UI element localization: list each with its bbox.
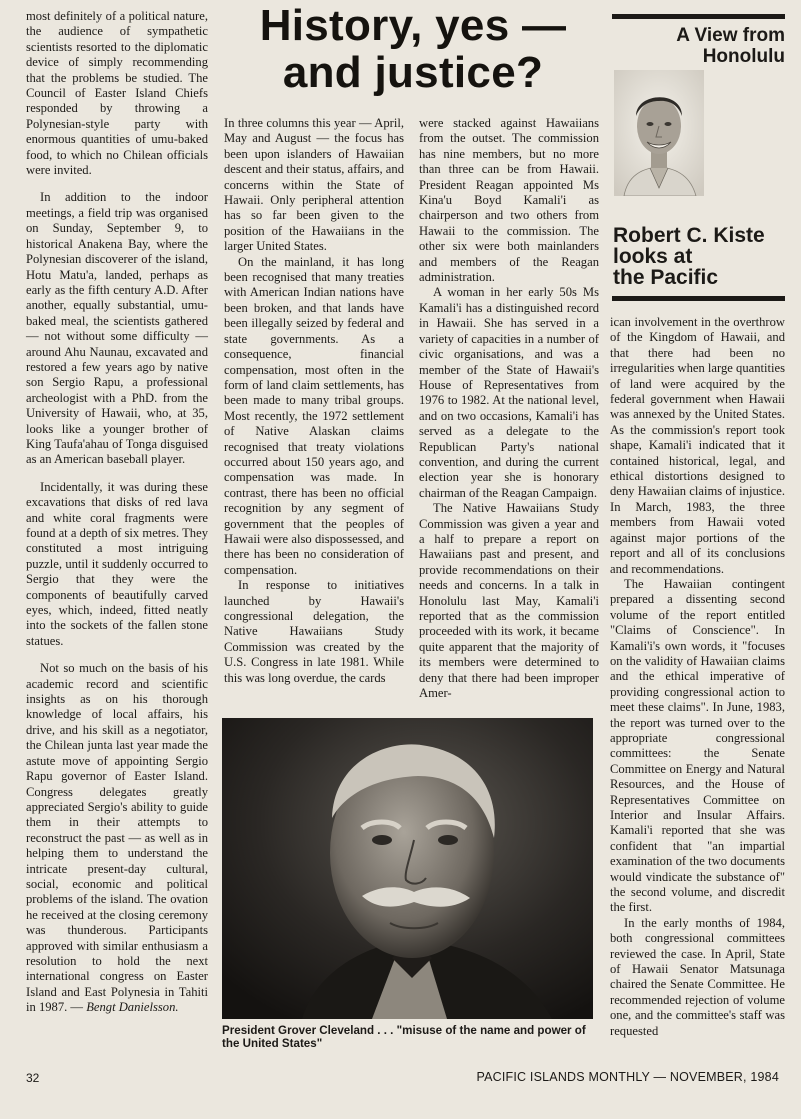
article-column-4 (610, 315, 785, 1039)
author-portrait-photo (614, 70, 704, 196)
caption-quote: "misuse of the name and power of the United States" (222, 1024, 586, 1050)
page-number: 32 (26, 1071, 40, 1085)
paragraph: On the mainland, it has long been recognised that many treaties with American Indian nations have been broken, and that lands have been illegally seized by federal and state governments. As a consequence, financial compensation, most often in the form of land claim settlements, has been made to many tribal groups. Most recently, the 1972 settlement of Native Alaskan claims recognised that treaty violations occurred about 150 years ago, and compensation was made. In contrast, there has been no official recognition by any segment of government that the peoples of Hawaii were also dispossessed, and there has been no consideration of compensation. (224, 254, 404, 577)
byline-line: the Pacific (613, 266, 719, 289)
cleveland-portrait-photo (222, 718, 593, 1019)
byline-line: looks at (613, 245, 693, 268)
column-rule-bottom (612, 296, 785, 301)
paragraph: In the early months of 1984, both congressional committees reviewed the case. In April, State of Hawaii Senator Matsunaga chaired the Senate Committee. He recommended rejection of volume one, and the committee's staff was requested (610, 915, 785, 1038)
paragraph: ican involvement in the overthrow of the Kingdom of Hawaii, and that there had been no irregularities when large quantities of land were acquired by the federal government when Hawaii was annexed by the United States. As the commission's report took shape, Kamali'i indicated that it contained historical, legal, and ethical distortions designed to deny Hawaiian claims of injustice. In March, 1983, the three members from Hawaii voted against major portions of the report and all of its conclusions and recommendations. (610, 315, 785, 576)
article-column-3 (419, 116, 599, 701)
headline-line: and justice? (282, 48, 544, 97)
paragraph: Incidentally, it was during these excavations that disks of red lava and white coral fragments were found at a depth of six metres. They constituted a most intriguing puzzle, until it suddenly occurred to Sergio that they were the components of beautifully carved eyes, which, indeed, fitted neatly into the sockets of the fallen stone statues. (26, 479, 208, 648)
paragraph: The Native Hawaiians Study Commission was given a year and a half to prepare a report on Hawaiians past and present, and provide recommendations on their needs and concerns. In a talk in Honolulu last May, Kamali'i reported that as the commission proceeded with its work, it became quite apparent that the majority of its members were determined to deny that there had been improper Amer- (419, 501, 599, 701)
paragraph: were stacked against Hawaiians from the outset. The commission has nine members, but no more than three can be from Hawaii. President Reagan appointed Ms Kina'u Boyd Kamali'i as chairperson and two others from Hawaii to the commission. The other six were both mainlanders and members of the Reagan administration. (419, 116, 599, 285)
kicker-line: A View from (676, 25, 785, 46)
article-headline (222, 2, 604, 96)
caption-lead: President Grover Cleveland . . . (222, 1024, 394, 1037)
paragraph: A woman in her early 50s Ms Kamali'i has a distinguished record in Hawaii. She has served in a variety of capacities in a number of civic organisations, and was a member of the State of Hawaii's House of Representatives from 1976 to 1982. At the national level, and on two occasions, Kamali'i has served as a delegate to the Republican Party's national convention, and during the current election year she is honorary chairman of the Reagan Campaign. (419, 285, 599, 500)
author-signature: Bengt Danielsson. (86, 1000, 179, 1015)
paragraph: The Hawaiian contingent prepared a dissenting second volume of the report entitled "Claims of Conscience". In Kamali'i's own words, it "focuses on the validity of Hawaiian claims and the ethical imperative of providing congressional action to meet these claims". In June, 1983, the report was turned over to the appropriate congressional committees: the Senate Committee on Energy and Natural Resources, and the House of Representatives Committee on Interior and Insular Affairs. Kamali'i reported that she was confident that "an impartial examination of the two documents would vindicate the substance of" the second volume, and discredit the first. (610, 576, 785, 915)
paragraph: In addition to the indoor meetings, a field trip was organised on Sunday, September 9, to historical Anakena Bay, where the Polynesian discoverer of the island, Hotu Matu'a, landed, perhaps as early as the fifth century A.D. After another, equally substantial, umu-baked meal, the scientists gathered — not without some difficulty — around Ahu Naunau, excavated and restored a few years ago by native son Sergio Rapu, a professional archeologist with a PhD. from the University of Hawaii, who, at 35, looks like a younger brother of King Taufa'ahau of Tonga disguised as an American baseball player. (26, 190, 208, 467)
column-kicker (612, 25, 785, 67)
headline-line: History, yes — (259, 1, 567, 50)
kicker-line: Honolulu (702, 46, 785, 67)
paragraph: In response to initiatives launched by Hawaii's congressional delegation, the Native Hawaiians Study Commission was created by the U.S. Congress in late 1981. While this was long overdue, the cards (224, 578, 404, 685)
byline-line: Robert C. Kiste (613, 224, 765, 247)
paragraph-text: Not so much on the basis of his academic record and scientific insights as on his thorough knowledge of local affairs, his drive, and his skill as a negotiator, the Chilean junta last year made the astute move of appointing Sergio Rapu governor of Easter Island. Congress delegates greatly appreciated Sergio's ability to guide them in their attempts to reconstruct the past — as well as in helping them to understand the intricate present-day cultural, social, economic and political problems of the island. The ovation he received at the closing ceremony was thunderous. Participants approved with similar enthusiasm a resolution to hold the next international congress on Easter Island and East Polynesia in Tahiti in 1987. — (26, 661, 208, 1015)
column-rule-top (612, 14, 785, 19)
article-column-2 (224, 116, 404, 686)
paragraph: In three columns this year — April, May and August — the focus has been upon islanders of Hawaiian descent and their status, affairs, and concerns within the State of Hawaii. Only peripheral attention has so far been given to the position of the Hawaiians in the larger United States. (224, 116, 404, 254)
photo-caption (222, 1024, 602, 1050)
publication-footer: PACIFIC ISLANDS MONTHLY — NOVEMBER, 1984 (476, 1070, 779, 1084)
paragraph (26, 661, 208, 1015)
column-byline (613, 225, 788, 288)
paragraph: most definitely of a political nature, the audience of sympathetic scientists resorted to the diplomatic device of simply recommending that the problems be studied. The Council of Easter Island Chiefs responded by throwing a Polynesian-style party with enormous quantities of umu-baked food, to which no Chilean officials were invited. (26, 9, 208, 178)
article-column-1 (26, 9, 208, 1016)
